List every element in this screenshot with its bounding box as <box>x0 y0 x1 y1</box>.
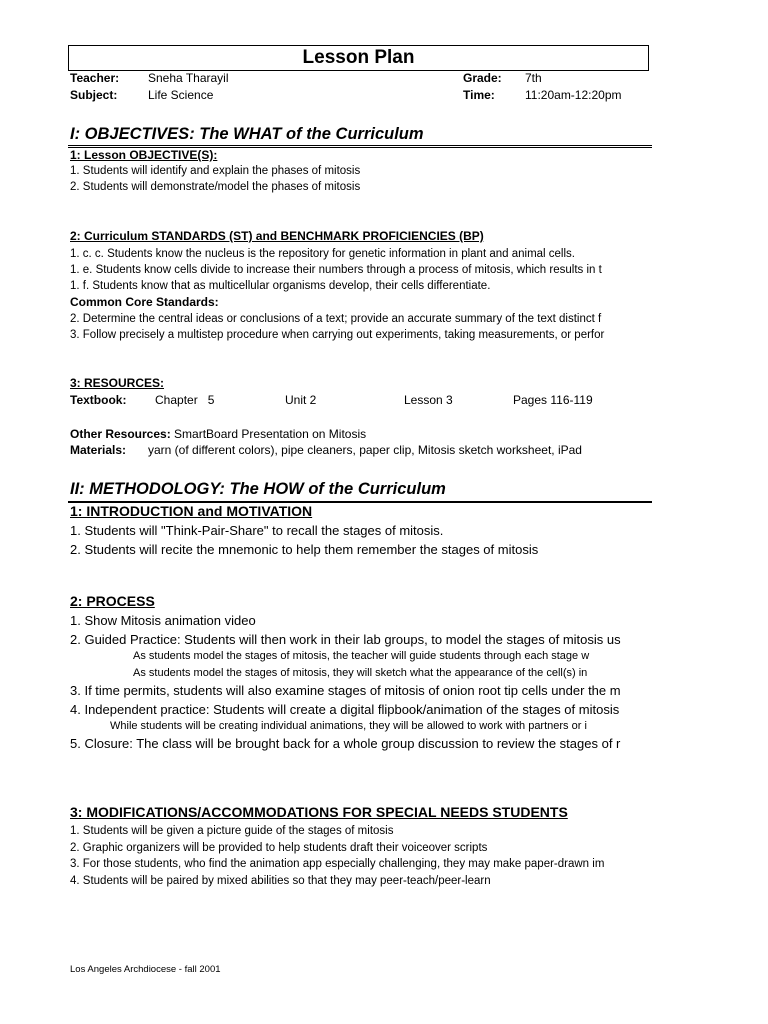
intro-heading: 1: INTRODUCTION and MOTIVATION <box>70 503 313 519</box>
methodology-heading: II: METHODOLOGY: The HOW of the Curriculum <box>70 480 446 498</box>
list-item: 1. e. Students know cells divide to increase their numbers through a process of mitosis, which results in t <box>70 264 602 276</box>
list-item: As students model the stages of mitosis, they will sketch what the appearance of the cell(s) in <box>133 667 588 679</box>
process-heading: 2: PROCESS <box>70 593 155 609</box>
textbook-lesson: Lesson 3 <box>404 393 453 407</box>
other-resources-label: Other Resources: <box>70 427 171 441</box>
list-item: 1. f. Students know that as multicellular organisms develop, their cells differentiate. <box>70 280 491 292</box>
page-title: Lesson Plan <box>68 45 649 71</box>
standards-heading: 2: Curriculum STANDARDS (ST) and BENCHMARK PROFICIENCIES (BP) <box>70 229 484 243</box>
textbook-label: Textbook: <box>70 393 127 407</box>
subject-value: Life Science <box>148 88 214 102</box>
common-core-heading: Common Core Standards: <box>70 295 219 309</box>
footer: Los Angeles Archdiocese - fall 2001 <box>70 964 221 975</box>
list-item: As students model the stages of mitosis, the teacher will guide students through each stage w <box>133 650 590 662</box>
modifications-heading: 3: MODIFICATIONS/ACCOMMODATIONS FOR SPECIAL NEEDS STUDENTS <box>70 804 568 820</box>
list-item: 1. Students will be given a picture guide of the stages of mitosis <box>70 825 394 837</box>
lesson-objectives-heading: 1: Lesson OBJECTIVE(S): <box>70 148 218 162</box>
list-item: While students will be creating individual animations, they will be allowed to work with partners or i <box>110 720 587 732</box>
list-item: 3. If time permits, students will also examine stages of mitosis of onion root tip cells under the m <box>70 683 621 698</box>
objectives-heading: I: OBJECTIVES: The WHAT of the Curriculum <box>70 125 424 143</box>
time-label: Time: <box>463 88 495 102</box>
list-item: 1. Students will identify and explain the phases of mitosis <box>70 165 361 177</box>
subject-label: Subject: <box>70 88 118 102</box>
textbook-chapter: Chapter 5 <box>155 393 215 407</box>
materials-label: Materials: <box>70 443 127 457</box>
list-item: 2. Graphic organizers will be provided to help students draft their voiceover scripts <box>70 842 488 854</box>
list-item: 3. For those students, who find the animation app especially challenging, they may make paper-drawn im <box>70 858 605 870</box>
list-item: 4. Independent practice: Students will create a digital flipbook/animation of the stages of mitosis <box>70 702 620 717</box>
section-rule <box>68 145 652 146</box>
grade-label: Grade: <box>463 71 502 85</box>
materials-value: yarn (of different colors), pipe cleaners, paper clip, Mitosis sketch worksheet, iPad <box>148 443 582 457</box>
resources-heading: 3: RESOURCES: <box>70 376 165 390</box>
textbook-pages: Pages 116-119 <box>513 393 593 407</box>
textbook-unit: Unit 2 <box>285 393 317 407</box>
list-item: 3. Follow precisely a multistep procedure when carrying out experiments, taking measurements, or perfor <box>70 329 605 341</box>
teacher-label: Teacher: <box>70 71 120 85</box>
list-item: 1. Show Mitosis animation video <box>70 613 256 628</box>
list-item: 2. Guided Practice: Students will then work in their lab groups, to model the stages of mitosis us <box>70 632 621 647</box>
list-item: 2. Determine the central ideas or conclusions of a text; provide an accurate summary of the text distinct f <box>70 313 602 325</box>
other-resources-value: SmartBoard Presentation on Mitosis <box>170 427 367 441</box>
list-item: 2. Students will demonstrate/model the phases of mitosis <box>70 181 361 193</box>
list-item: 2. Students will recite the mnemonic to help them remember the stages of mitosis <box>70 542 539 557</box>
list-item: 1. Students will "Think-Pair-Share" to recall the stages of mitosis. <box>70 523 444 538</box>
other-resources <box>70 427 366 441</box>
list-item: 1. c. c. Students know the nucleus is the repository for genetic information in plant and animal cells. <box>70 248 575 260</box>
time-value: 11:20am-12:20pm <box>525 88 622 102</box>
list-item: 5. Closure: The class will be brought back for a whole group discussion to review the stages of r <box>70 736 621 751</box>
grade-value: 7th <box>525 71 542 85</box>
list-item: 4. Students will be paired by mixed abilities so that they may peer-teach/peer-learn <box>70 875 491 887</box>
teacher-value: Sneha Tharayil <box>148 71 229 85</box>
